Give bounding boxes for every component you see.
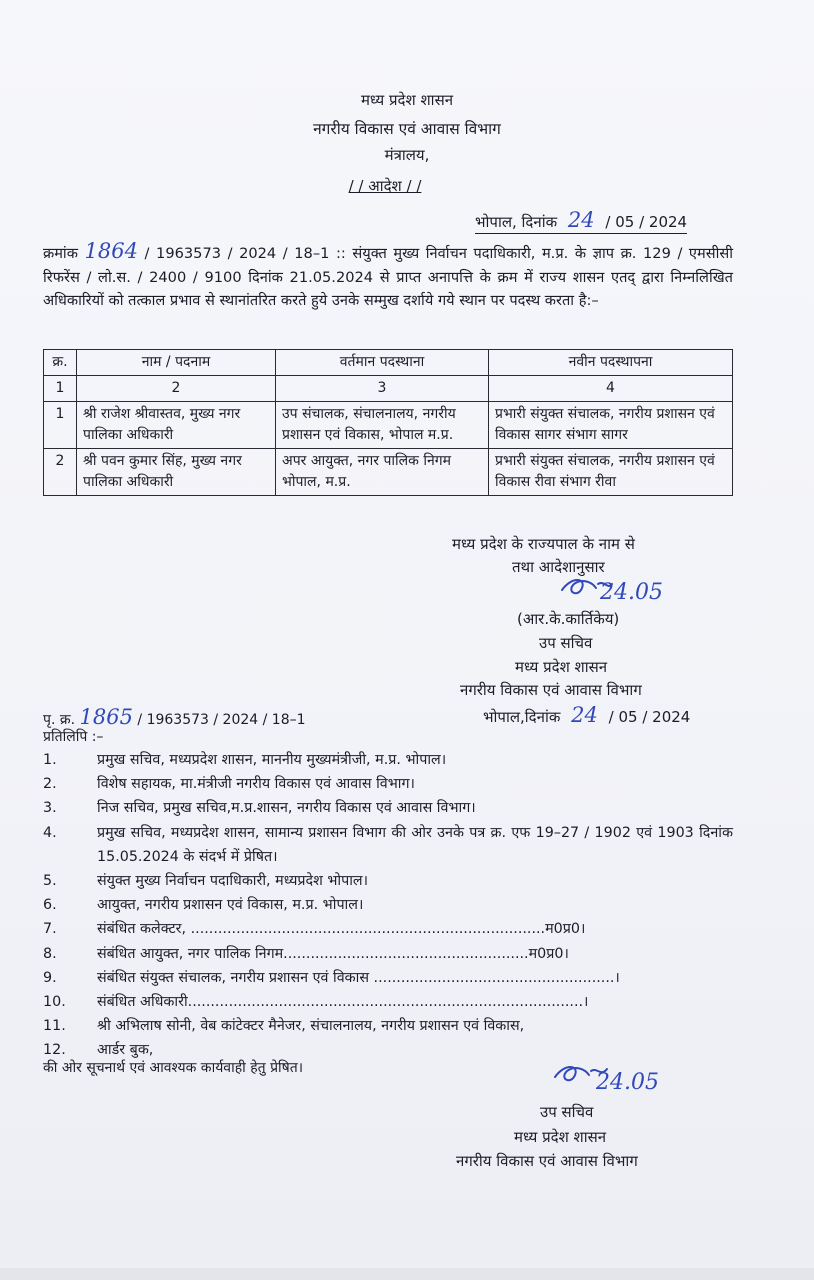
table-cell: 2: [77, 376, 276, 402]
table-cell: 1: [44, 402, 77, 449]
signatory2-designation: उप सचिव: [540, 1103, 594, 1121]
copy-list: [43, 748, 733, 1063]
viewer-bottom-bar: [0, 1268, 814, 1280]
table-cell: 3: [276, 376, 489, 402]
table-cell: प्रभारी संयुक्त संचालक, नगरीय प्रशासन एवं विकास रीवा संभाग रीवा: [489, 449, 733, 496]
dateline-day-handwritten: 24: [567, 208, 595, 232]
order-number-handwritten: 1864: [84, 239, 138, 263]
signatory-designation: उप सचिव: [539, 634, 593, 652]
table-cell: प्रभारी संयुक्त संचालक, नगरीय प्रशासन एवं विकास सागर संभाग सागर: [489, 402, 733, 449]
list-item: 12. आर्डर बुक,: [43, 1042, 154, 1059]
signature-date-day-handwritten: 24: [571, 703, 598, 727]
by-order-line: तथा आदेशानुसार: [512, 558, 605, 576]
list-item: 2. विशेष सहायक, मा.मंत्रीजी नगरीय विकास एवं आवास विभाग।: [43, 776, 415, 793]
table-cell: 2: [44, 449, 77, 496]
signatory-department: नगरीय विकास एवं आवास विभाग: [460, 681, 642, 699]
list-item: 3. निज सचिव, प्रमुख सचिव,म.प्र.शासन, नगरीय विकास एवं आवास विभाग।: [43, 800, 476, 817]
order-paragraph: [43, 239, 734, 313]
order-title: / / आदेश / /: [348, 177, 422, 195]
table-cell: 1: [44, 376, 77, 402]
table-cell: श्री पवन कुमार सिंह, मुख्य नगर पालिका अधिकारी: [77, 449, 276, 496]
table-cell: 4: [489, 376, 733, 402]
endorsement-ref: / 1963573 / 2024 / 18–1: [137, 712, 306, 728]
header-cell-name: नाम / पदनाम: [77, 350, 276, 376]
order-body-text: / 1963573 / 2024 / 18–1 :: संयुक्त मुख्य निर्वाचन पदाधिकारी, म.प्र. के ज्ञाप क्र. 129 / एमसीसी रिफरेंस / लो.स. / 2400 / 9100 दिनांक 21.05.2024 से प्राप्त अनापत्ति के क्रम में राज्य शासन एतद् द्वारा निम्नलिखित अधिकारियों को तत्काल प्रभाव से स्थानांतरित करते हुये उनके सम्मुख दर्शाये गये स्थान पर पदस्थ करता है:–: [43, 245, 734, 309]
list-item: 7. संबंधित कलेक्टर, ..............................................................................म0प्र0।: [43, 921, 586, 938]
signature-date-prefix: भोपाल,दिनांक: [483, 708, 561, 726]
signatory2-org: मध्य प्रदेश शासन: [514, 1128, 607, 1146]
copy-to-label: प्रतिलिपि :–: [43, 729, 104, 745]
dateline-rest: / 05 / 2024: [605, 213, 688, 231]
signatory-name: (आर.के.कार्तिकेय): [517, 610, 620, 628]
endorsement-line: [43, 705, 306, 729]
dateline-prefix: भोपाल, दिनांक: [475, 213, 558, 231]
list-item: 1. प्रमुख सचिव, मध्यप्रदेश शासन, माननीय मुख्यमंत्रीजी, म.प्र. भोपाल।: [43, 752, 447, 768]
header-cell-current-posting: वर्तमान पदस्थाना: [276, 350, 489, 376]
header-department: नगरीय विकास एवं आवास विभाग: [313, 120, 501, 138]
list-item: 10. संबंधित अधिकारी.......................................................................................।: [43, 994, 589, 1011]
table-cell: अपर आयुक्त, नगर पालिक निगम भोपाल, म.प्र.: [276, 449, 489, 496]
signature-date-handwritten-1: 24.05: [600, 580, 663, 605]
table-cell: उप संचालक, संचालनालय, नगरीय प्रशासन एवं विकास, भोपाल म.प्र.: [276, 402, 489, 449]
endorsement-number-handwritten: 1865: [79, 705, 133, 729]
order-kramank-label: क्रमांक: [43, 245, 78, 262]
signatory-org: मध्य प्रदेश शासन: [515, 658, 608, 676]
signature-date-line: [483, 703, 690, 727]
header-cell-new-posting: नवीन पदस्थापना: [489, 350, 733, 376]
list-item: 4. प्रमुख सचिव, मध्यप्रदेश शासन, सामान्य प्रशासन विभाग की ओर उनके पत्र क्र. एफ 19–27 / 1902 एवं 1903 दिनांक 15.05.2024 के संदर्भ में प्रेषित।: [43, 824, 733, 865]
table-row: [44, 402, 733, 449]
header-government: मध्य प्रदेश शासन: [360, 91, 454, 109]
transfer-table: [43, 349, 733, 496]
list-item: 11. श्री अभिलाष सोनी, वेब कांटेक्टर मैनेजर, संचालनालय, नगरीय प्रशासन एवं विकास,: [43, 1018, 525, 1035]
closing-line: की ओर सूचनार्थ एवं आवश्यक कार्यवाही हेतु प्रेषित।: [43, 1060, 304, 1076]
table-header-row: [44, 350, 733, 376]
signatory2-department: नगरीय विकास एवं आवास विभाग: [456, 1152, 638, 1170]
table-index-row: [44, 376, 733, 402]
dateline: [475, 208, 687, 234]
list-item: 9. संबंधित संयुक्त संचालक, नगरीय प्रशासन एवं विकास .....................................................।: [43, 969, 620, 986]
list-item: 6. आयुक्त, नगरीय प्रशासन एवं विकास, म.प्र. भोपाल।: [43, 897, 364, 914]
list-item: 5. संयुक्त मुख्य निर्वाचन पदाधिकारी, मध्यप्रदेश भोपाल।: [43, 873, 369, 890]
signature-date-handwritten-2: 24.05: [596, 1070, 659, 1095]
endorsement-label: पृ. क्र.: [43, 712, 76, 728]
header-ministry: मंत्रालय,: [384, 146, 430, 164]
governor-authority-line: मध्य प्रदेश के राज्यपाल के नाम से: [452, 535, 635, 553]
table-row: [44, 449, 733, 496]
list-item: 8. संबंधित आयुक्त, नगर पालिक निगम......................................................म0प्र0।: [43, 945, 569, 962]
header-cell-serial: क्र.: [44, 350, 77, 376]
signature-date-rest: / 05 / 2024: [608, 708, 691, 726]
table-cell: श्री राजेश श्रीवास्तव, मुख्य नगर पालिका अधिकारी: [77, 402, 276, 449]
